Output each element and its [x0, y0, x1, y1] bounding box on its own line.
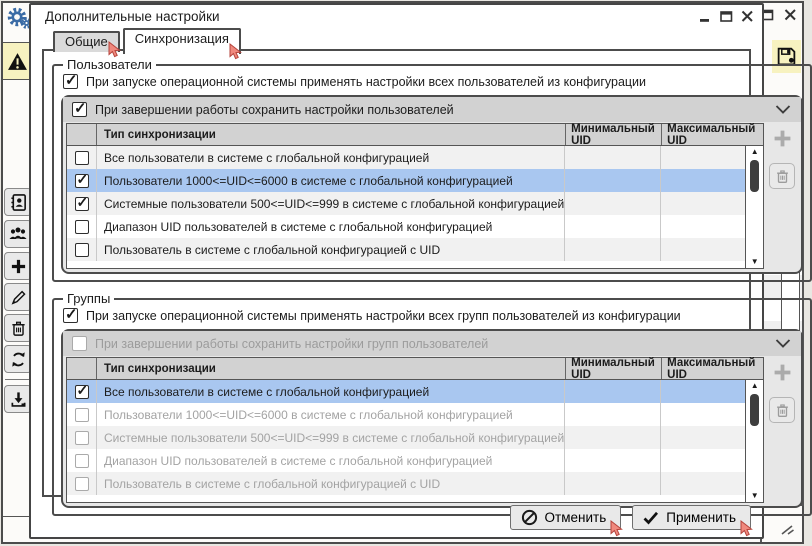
- shutdown-checkbox[interactable]: [72, 102, 87, 117]
- click-cursor-icon: [739, 520, 754, 537]
- row-checkbox-cell: [67, 215, 97, 238]
- max-uid-cell: [661, 380, 745, 403]
- click-cursor-icon: [609, 520, 624, 537]
- click-cursor-icon: [228, 43, 243, 60]
- startup-checkbox[interactable]: [63, 74, 78, 89]
- shutdown-checkbox[interactable]: [72, 336, 87, 351]
- max-uid-cell: [661, 403, 745, 426]
- scroll-up-icon[interactable]: ▲: [750, 147, 759, 156]
- row-checkbox-cell: [67, 238, 97, 261]
- min-uid-cell: [565, 426, 661, 449]
- table-header-row: [67, 124, 763, 146]
- click-cursor-icon: [107, 41, 122, 58]
- shutdown-checkbox-label: При завершении работы сохранить настройки групп пользователей: [95, 336, 489, 351]
- edit-button[interactable]: [4, 283, 32, 311]
- max-uid-cell: [661, 426, 745, 449]
- table-row[interactable]: [67, 426, 745, 449]
- chevron-down-icon[interactable]: [775, 339, 791, 348]
- settings-group: [52, 291, 812, 516]
- row-checkbox[interactable]: [75, 174, 89, 188]
- min-uid-cell: [565, 449, 661, 472]
- delete-row-button[interactable]: [769, 397, 795, 423]
- scroll-down-icon[interactable]: ▼: [750, 491, 759, 500]
- min-uid-cell: [565, 472, 661, 495]
- add-button[interactable]: [4, 252, 32, 280]
- row-checkbox-cell: [67, 169, 97, 192]
- min-uid-cell: [565, 238, 661, 261]
- users-group-button[interactable]: [4, 220, 32, 248]
- fieldset-legend: Пользователи: [67, 57, 152, 72]
- sync-type-cell: Все пользователи в системе с глобальной конфигурацией: [97, 146, 565, 169]
- address-book-button[interactable]: [4, 188, 32, 216]
- sync-type-cell: Все пользователи в системе с глобальной конфигурацией: [97, 380, 565, 403]
- row-checkbox[interactable]: [75, 385, 89, 399]
- users-group-icon: [8, 226, 28, 242]
- sync-type-cell: Пользователь в системе с глобальной конфигурацией с UID: [97, 472, 565, 495]
- tab-bar: [53, 28, 241, 51]
- sync-type-cell: Пользователь в системе с глобальной конфигурацией с UID: [97, 238, 565, 261]
- toolbar-separator: [5, 379, 29, 380]
- table-scrollbar[interactable]: [745, 146, 763, 268]
- sync-type-cell: Диапазон UID пользователей в системе с глобальной конфигурацией: [97, 449, 565, 472]
- table-row[interactable]: [67, 472, 745, 495]
- chevron-down-icon[interactable]: [775, 105, 791, 114]
- checkbox-column-header: [67, 358, 97, 379]
- sync-table: [66, 123, 764, 269]
- delete-row-button[interactable]: [769, 163, 795, 189]
- table-row[interactable]: [67, 380, 745, 403]
- sync-type-header: Тип синхронизации: [97, 124, 566, 145]
- min-uid-header: Минимальный UID: [566, 124, 662, 145]
- sync-table: [66, 357, 764, 503]
- row-checkbox[interactable]: [75, 454, 89, 468]
- download-icon: [10, 391, 27, 408]
- warning-button[interactable]: [3, 42, 31, 80]
- tab-page-synchronization: [42, 49, 759, 500]
- refresh-icon: [10, 351, 27, 368]
- address-book-icon: [9, 193, 28, 212]
- check-icon: [643, 511, 659, 525]
- add-row-button[interactable]: [770, 126, 794, 150]
- row-checkbox-cell: [67, 449, 97, 472]
- tab-general[interactable]: [53, 31, 120, 52]
- row-checkbox-cell: [67, 380, 97, 403]
- add-row-button[interactable]: [770, 360, 794, 384]
- max-uid-cell: [661, 238, 745, 261]
- min-uid-cell: [565, 380, 661, 403]
- row-checkbox-cell: [67, 146, 97, 169]
- min-uid-cell: [565, 146, 661, 169]
- min-uid-cell: [565, 215, 661, 238]
- startup-checkbox-label: При запуске операционной системы применять настройки всех пользователей из конфигурации: [86, 74, 647, 89]
- max-uid-cell: [661, 169, 745, 192]
- plus-icon: [10, 258, 27, 275]
- tab-label: Общие: [65, 34, 108, 49]
- table-row[interactable]: [67, 192, 745, 215]
- scrollbar-thumb[interactable]: [750, 394, 759, 426]
- max-uid-header: Максимальный UID: [667, 122, 756, 147]
- row-checkbox[interactable]: [75, 220, 89, 234]
- tab-synchronization[interactable]: [123, 28, 241, 54]
- table-row[interactable]: [67, 146, 745, 169]
- row-checkbox-cell: [67, 472, 97, 495]
- warning-icon: [7, 52, 28, 71]
- sync-type-cell: Системные пользователи 500<=UID<=999 в системе с глобальной конфигурацией: [97, 192, 565, 215]
- row-checkbox-cell: [67, 426, 97, 449]
- cancel-icon: [521, 509, 538, 526]
- row-checkbox[interactable]: [75, 477, 89, 491]
- refresh-button[interactable]: [4, 345, 32, 373]
- maximize-button[interactable]: [719, 10, 733, 23]
- row-checkbox[interactable]: [75, 408, 89, 422]
- resize-grip[interactable]: [778, 522, 796, 536]
- cancel-label: Отменить: [544, 510, 607, 525]
- bg-close-button[interactable]: [783, 8, 797, 21]
- shutdown-checkbox-label: При завершении работы сохранить настройки пользователей: [95, 102, 454, 117]
- fieldset-legend: Группы: [67, 291, 111, 306]
- trash-icon: [10, 320, 27, 337]
- delete-button[interactable]: [4, 314, 32, 342]
- panel-header[interactable]: [63, 97, 801, 122]
- max-uid-cell: [661, 192, 745, 215]
- dialog-titlebar: [31, 5, 762, 28]
- collapsible-panel: [61, 95, 803, 274]
- dialog-title: Дополнительные настройки: [45, 9, 220, 24]
- row-checkbox[interactable]: [75, 197, 89, 211]
- row-checkbox-cell: [67, 403, 97, 426]
- table-scrollbar[interactable]: [745, 380, 763, 502]
- sync-type-cell: Пользователи 1000<=UID<=6000 в системе с глобальной конфигурацией: [97, 169, 565, 192]
- advanced-settings-dialog: [29, 3, 764, 539]
- min-uid-cell: [565, 169, 661, 192]
- table-header-row: [67, 358, 763, 380]
- toolbar-bottom-divider: [3, 516, 32, 517]
- scroll-down-icon[interactable]: ▼: [750, 257, 759, 266]
- startup-checkbox-label: При запуске операционной системы применять настройки всех групп пользователей из конфигурации: [86, 308, 681, 323]
- table-row[interactable]: [67, 449, 745, 472]
- close-button[interactable]: [740, 10, 754, 23]
- settings-group: [52, 57, 812, 282]
- table-rows: [67, 380, 745, 502]
- min-uid-cell: [565, 403, 661, 426]
- import-button[interactable]: [4, 385, 32, 413]
- sync-type-cell: Системные пользователи 500<=UID<=999 в системе с глобальной конфигурацией: [97, 426, 565, 449]
- max-uid-cell: [661, 449, 745, 472]
- pencil-icon: [10, 289, 27, 306]
- table-row[interactable]: [67, 169, 745, 192]
- sync-type-cell: Пользователи 1000<=UID<=6000 в системе с глобальной конфигурацией: [97, 403, 565, 426]
- min-uid-cell: [565, 192, 661, 215]
- minimize-button[interactable]: [698, 10, 712, 23]
- sync-type-header: Тип синхронизации: [97, 358, 566, 379]
- table-rows: [67, 146, 745, 268]
- table-row[interactable]: [67, 403, 745, 426]
- apply-label: Применить: [666, 510, 736, 525]
- max-uid-header: Максимальный UID: [667, 356, 756, 381]
- apply-button[interactable]: [632, 505, 751, 530]
- tab-label: Синхронизация: [134, 31, 229, 46]
- scroll-up-icon[interactable]: ▲: [750, 381, 759, 390]
- max-uid-cell: [661, 146, 745, 169]
- row-checkbox[interactable]: [75, 243, 89, 257]
- row-checkbox[interactable]: [75, 151, 89, 165]
- checkbox-column-header: [67, 124, 97, 145]
- row-checkbox-cell: [67, 192, 97, 215]
- min-uid-header: Минимальный UID: [566, 358, 662, 379]
- table-row[interactable]: [67, 238, 745, 261]
- panel-header[interactable]: [63, 331, 801, 356]
- cancel-button[interactable]: [510, 505, 622, 530]
- max-uid-cell: [661, 215, 745, 238]
- scrollbar-thumb[interactable]: [750, 160, 759, 192]
- max-uid-cell: [661, 472, 745, 495]
- row-checkbox[interactable]: [75, 431, 89, 445]
- collapsible-panel: [61, 329, 803, 508]
- table-row[interactable]: [67, 215, 745, 238]
- startup-checkbox[interactable]: [63, 308, 78, 323]
- sync-type-cell: Диапазон UID пользователей в системе с глобальной конфигурацией: [97, 215, 565, 238]
